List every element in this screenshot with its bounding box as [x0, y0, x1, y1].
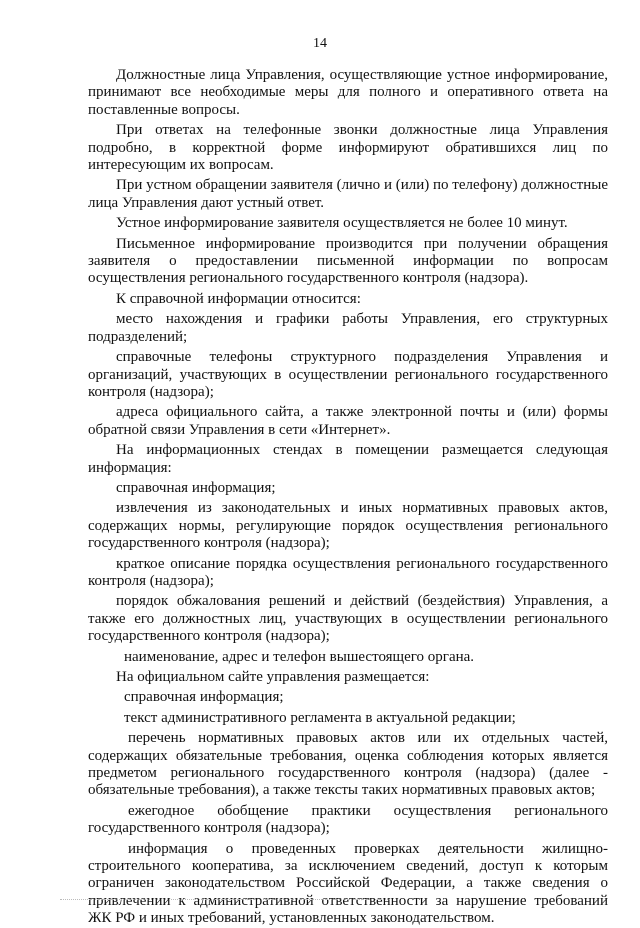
paragraph-higher-authority: наименование, адрес и телефон вышестоящего органа. — [124, 648, 475, 665]
paragraph-regulation-text: текст административного регламента в актуальной редакции; — [124, 709, 516, 726]
paragraph-oral-request: При устном обращении заявителя (лично и (или) по телефону) должностные лица Управления дают устный ответ. — [88, 177, 608, 211]
paragraph-location-schedule: место нахождения и графики работы Управления, его структурных подразделений; — [88, 311, 608, 345]
document-body — [88, 67, 608, 928]
paragraph-info-stands-heading: На информационных стендах в помещении размещается следующая информация: — [88, 442, 608, 476]
page-number: 14 — [313, 36, 327, 51]
paragraph-inspections-info: информация о проведенных проверках деятельности жилищно-строительного кооператива, за исключением сведений, доступ к которым ограничен законодательством Российской Федерации, а также сведения о привлечении к административной ответственности за нарушение требований ЖК РФ и иных требований, установленных законодательством. — [88, 840, 608, 927]
scan-artifact-line — [60, 899, 390, 901]
paragraph-written-info: Письменное информирование производится при получении обращения заявителя о предоставлении письменной информации по вопросам осуществления регионального государственного контроля (надзора). — [88, 235, 608, 287]
paragraph-officials-oral-info: Должностные лица Управления, осуществляющие устное информирование, принимают все необходимые меры для полного и оперативного ответа на поставленные вопросы. — [88, 67, 608, 118]
paragraph-legal-acts-list: перечень нормативных правовых актов или их отдельных частей, содержащих обязательные требования, оценка соблюдения которых является предметом регионального государственного контроля (надзора) (далее - обязательные требования), а также тексты таких нормативных правовых актов; — [88, 730, 608, 799]
paragraph-stands-reference-info: справочная информация; — [116, 479, 276, 496]
paragraph-appeal-procedure: порядок обжалования решений и действий (бездействия) Управления, а также его должностных лиц, участвующих в осуществлении регионального государственного контроля (надзора); — [88, 593, 608, 645]
paragraph-phone-answers: При ответах на телефонные звонки должностные лица Управления подробно, в корректной форме информируют обратившихся лиц по интересующим их вопросам. — [88, 122, 608, 174]
paragraph-website-email: адреса официального сайта, а также электронной почты и (или) формы обратной связи Управления в сети «Интернет». — [88, 404, 608, 438]
paragraph-reference-phones: справочные телефоны структурного подразделения Управления и организаций, участвующих в осуществлении регионального государственного контроля (надзора); — [88, 349, 608, 400]
paragraph-procedure-summary: краткое описание порядка осуществления регионального государственного контроля (надзора); — [88, 555, 608, 589]
paragraph-law-extracts: извлечения из законодательных и иных нормативных правовых актов, содержащих нормы, регулирующие порядок осуществления регионального государственного контроля (надзора); — [88, 500, 608, 552]
paragraph-website-reference-info: справочная информация; — [124, 689, 284, 706]
paragraph-reference-info-heading: К справочной информации относится: — [116, 290, 361, 307]
paragraph-annual-summary: ежегодное обобщение практики осуществления регионального государственного контроля (надзора); — [88, 802, 608, 837]
paragraph-oral-duration: Устное информирование заявителя осуществляется не более 10 минут. — [116, 215, 568, 232]
paragraph-website-heading: На официальном сайте управления размещается: — [116, 669, 430, 685]
